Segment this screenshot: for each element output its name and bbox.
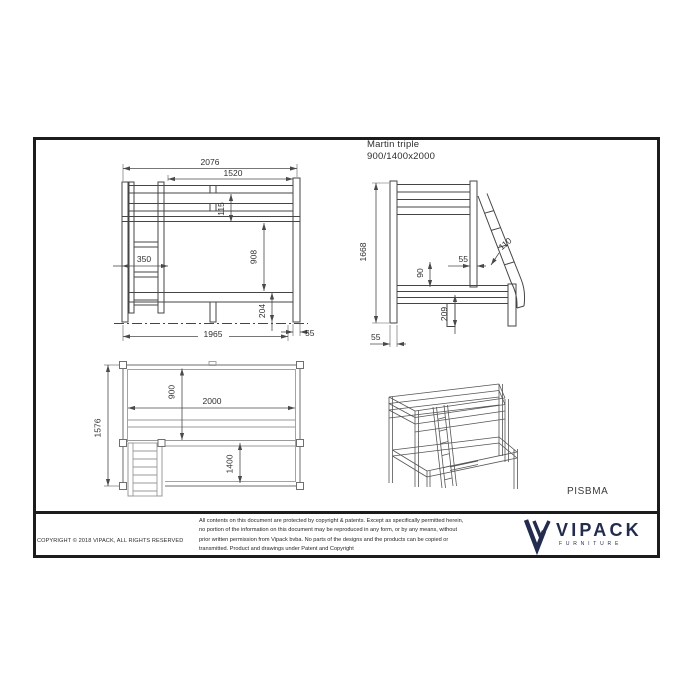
top-bed-structure	[120, 362, 304, 498]
dim-base-length: 1965	[203, 329, 223, 339]
top-plan-view	[92, 350, 325, 505]
dim-post-depth: 55	[371, 332, 381, 342]
dim-base-height: 209	[439, 306, 449, 322]
dim-ladder-depth: 110	[496, 235, 514, 252]
legal-text	[199, 517, 479, 555]
dim-total-depth: 1576	[92, 418, 103, 438]
footer-divider	[33, 511, 660, 514]
dim-bed-length: 2000	[202, 396, 222, 406]
side-bed-structure	[390, 181, 525, 327]
dim-total-height: 1668	[358, 242, 368, 262]
legal-line: All contents on this document are protected by copyright & patents. Except as specifically permitted herein,	[199, 518, 464, 524]
legal-line: no portion of the information on this document may be reproduced in any form, or by any means, without	[199, 527, 458, 534]
dim-upper-bed-width: 900	[166, 384, 177, 400]
dim-post-width: 55	[458, 254, 468, 264]
dim-base-height: 204	[257, 303, 267, 319]
brand-name: VIPACK	[556, 520, 642, 540]
front-bed-structure	[114, 178, 308, 324]
dim-upper-length: 1520	[223, 168, 243, 178]
dim-under-clearance: 908	[248, 249, 259, 265]
legal-line: transmitted. Product and drawings under Patent and Copyright	[199, 546, 354, 553]
perspective-view	[372, 376, 572, 506]
dim-guardrail-height: 115	[216, 202, 226, 216]
dim-lower-bed-width: 1400	[224, 454, 235, 474]
side-dimensions	[358, 183, 514, 347]
product-code: PISBMA	[567, 486, 609, 497]
dim-end-offset: 55	[305, 328, 315, 338]
brand-tagline: FURNITURE	[559, 541, 623, 547]
vipack-logo-icon	[524, 518, 554, 552]
dim-ladder-spacing: 350	[136, 254, 152, 264]
copyright-notice: COPYRIGHT © 2018 VIPACK, ALL RIGHTS RESERVED	[37, 538, 184, 544]
product-title: Martin triple	[367, 139, 420, 150]
product-size: 900/1400x2000	[367, 150, 436, 162]
perspective-bed-drawing	[389, 384, 518, 489]
title-block	[367, 139, 435, 162]
legal-line: prior written permission from Vipack bvba. No parts of the designs and the products can be copied or	[199, 536, 449, 543]
dim-total-width: 2076	[200, 157, 220, 167]
front-elevation-view	[95, 140, 330, 345]
front-dimensions	[113, 157, 315, 341]
dim-platform-gap: 90	[415, 268, 425, 278]
side-elevation-view	[350, 170, 540, 355]
